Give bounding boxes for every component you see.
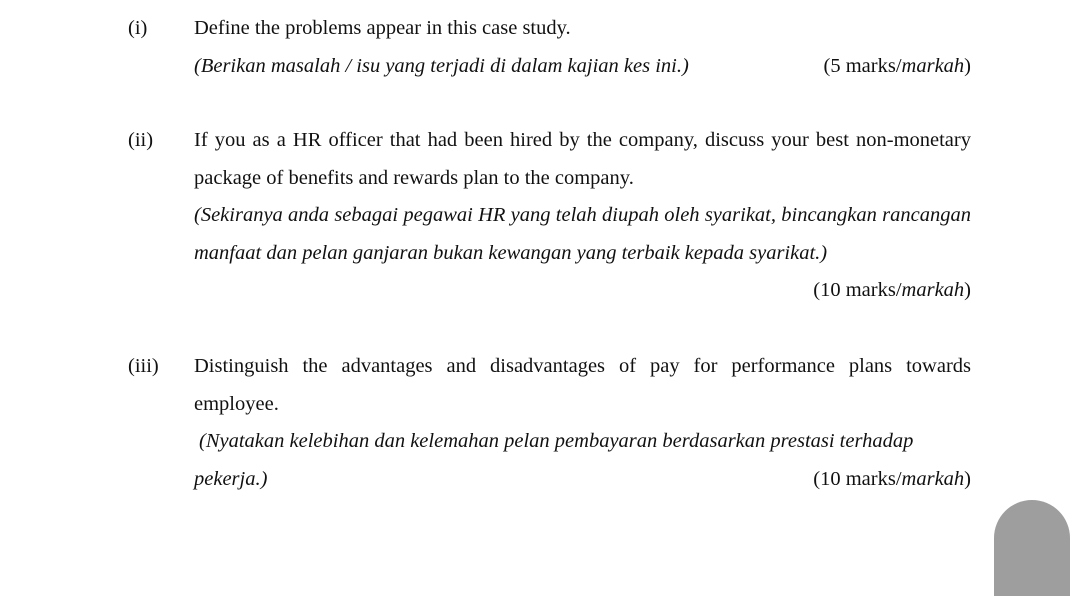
- question-malay-line-1: (Nyatakan kelebihan dan kelemahan pelan pembayaran berdasarkan prestasi terhadap: [199, 430, 914, 452]
- question-content: [194, 122, 971, 310]
- question-ii: [128, 122, 971, 310]
- marks-row: [194, 272, 971, 310]
- question-english: If you as a HR officer that had been hired by the company, discuss your best non-monetary package of benefits and rewards plan to the company.: [194, 129, 971, 189]
- marks-label: [813, 279, 971, 301]
- marks-malay: markah: [901, 467, 965, 490]
- malay-and-marks-row: [194, 461, 971, 499]
- question-number: (i): [128, 17, 148, 39]
- marks-close: ): [964, 54, 971, 77]
- question-i: [128, 10, 971, 85]
- question-malay-line-2: pekerja.): [194, 467, 268, 490]
- question-iii: [128, 348, 971, 498]
- marks-label: [824, 48, 971, 86]
- question-content: [194, 348, 971, 498]
- marks-malay: markah: [901, 279, 965, 301]
- marks-english: (5 marks/: [823, 54, 902, 77]
- question-number: (ii): [128, 129, 154, 151]
- question-malay: (Berikan masalah / isu yang terjadi di dalam kajian kes ini.): [194, 54, 689, 77]
- marks-english: (10 marks/: [813, 467, 902, 490]
- marks-label: [813, 461, 971, 499]
- question-english: Define the problems appear in this case study.: [194, 17, 571, 39]
- question-malay: (Sekiranya anda sebagai pegawai HR yang telah diupah oleh syarikat, bincangkan rancangan manfaat dan pelan ganjaran bukan kewangan yang terbaik kepada syarikat.): [194, 204, 971, 264]
- marks-close: ): [964, 467, 971, 490]
- corner-scroll-tab[interactable]: [994, 500, 1070, 596]
- marks-close: ): [964, 279, 971, 301]
- question-english: Distinguish the advantages and disadvantages of pay for performance plans towards employee.: [194, 355, 971, 415]
- marks-english: (10 marks/: [813, 279, 902, 301]
- question-number: (iii): [128, 355, 159, 377]
- marks-malay: markah: [901, 54, 965, 77]
- question-content: [194, 10, 971, 85]
- malay-and-marks-row: [194, 48, 971, 86]
